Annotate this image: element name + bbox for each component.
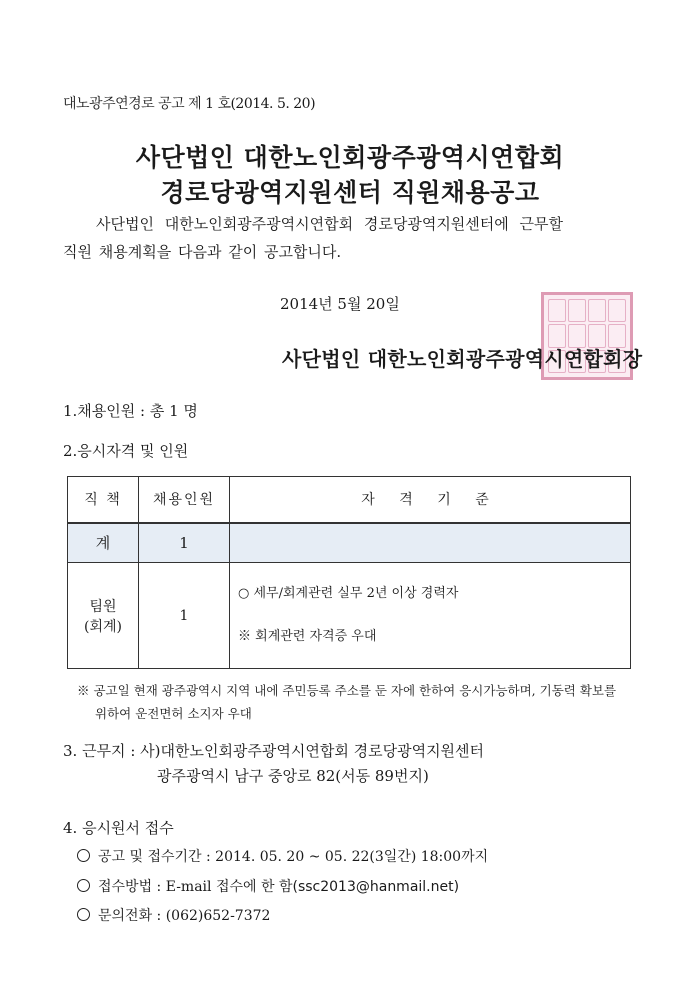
section-application-heading: 4. 응시원서 접수: [63, 819, 174, 837]
count-cell: 1: [139, 563, 230, 669]
intro-text-line2: 직원 채용계획을 다음과 같이 공고합니다.: [63, 243, 342, 261]
criteria-cell: [230, 563, 631, 669]
period-text: 공고 및 접수기간 : 2014. 05. 20 ~ 05. 22(3일간) 18:00까지: [98, 849, 489, 865]
announcement-date: 2014년 5월 20일: [280, 295, 400, 313]
total-criteria: [230, 523, 631, 563]
qualifications-table: [67, 476, 631, 669]
total-label: 계: [68, 523, 139, 563]
list-item-method: [77, 876, 459, 896]
criteria-requirement: ○ 세무/회계관련 실무 2년 이상 경력자: [238, 586, 459, 602]
total-count: 1: [139, 523, 230, 563]
workplace-address: 광주광역시 남구 중앙로 82(서동 89번지): [157, 767, 429, 785]
signer-name: 사단법인 대한노인회광주광역시연합회장: [282, 347, 643, 371]
header-position: 직 책: [68, 477, 139, 523]
page-title-line2: 경로당광역지원센터 직원채용공고: [160, 178, 540, 207]
eligibility-note-line2: 위하여 운전면허 소지자 우대: [95, 706, 252, 721]
criteria-preference: ※ 회계관련 자격증 우대: [238, 628, 377, 644]
header-count: 채용인원: [139, 477, 230, 523]
table-row: [68, 563, 631, 669]
email-link[interactable]: (ssc2013@hanmail.net): [292, 879, 460, 895]
table-header-row: [68, 477, 631, 523]
section-qualifications-heading: 2.응시자격 및 인원: [63, 442, 189, 460]
list-item-period: [77, 846, 488, 866]
circle-bullet-icon: [77, 849, 90, 862]
list-item-phone: [77, 905, 270, 925]
header-criteria: 자 격 기 준: [230, 477, 631, 523]
position-subtitle: (회계): [84, 618, 122, 635]
page-title-line1: 사단법인 대한노인회광주광역시연합회: [135, 143, 565, 172]
section-hiring-count: 1.채용인원 : 총 1 명: [63, 402, 198, 420]
eligibility-note-line1: ※ 공고일 현재 광주광역시 지역 내에 주민등록 주소를 둔 자에 한하여 응시가능하며, 기동력 확보를: [77, 683, 617, 698]
method-text: 접수방법 : E-mail 접수에 한 함: [98, 879, 293, 895]
notice-number: 대노광주연경로 공고 제 1 호(2014. 5. 20): [63, 96, 316, 112]
section-workplace: 3. 근무지 : 사)대한노인회광주광역시연합회 경로당광역지원센터: [63, 742, 485, 760]
intro-text-line1: 사단법인 대한노인회광주광역시연합회 경로당광역지원센터에 근무할: [96, 215, 564, 233]
phone-text: 문의전화 : (062)652-7372: [98, 908, 271, 924]
circle-bullet-icon: [77, 908, 90, 921]
position-title: 팀원: [89, 598, 117, 615]
position-cell: [68, 563, 139, 669]
circle-bullet-icon: [77, 879, 90, 892]
table-total-row: [68, 523, 631, 563]
